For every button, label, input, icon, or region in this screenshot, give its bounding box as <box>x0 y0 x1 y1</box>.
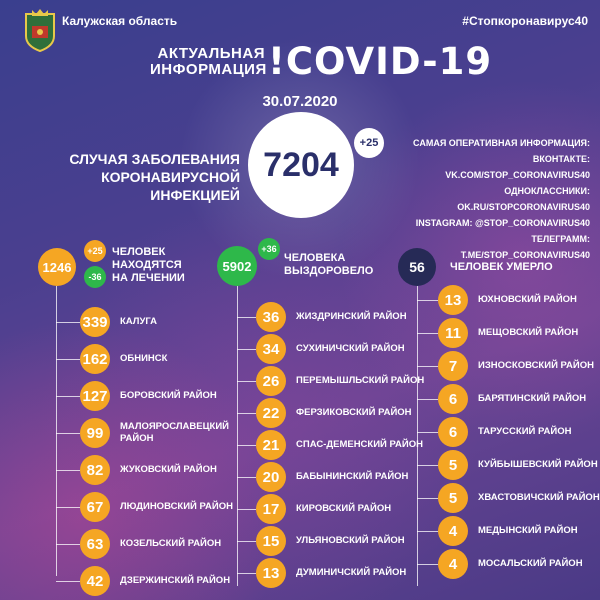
died-badge: 56 <box>398 248 436 286</box>
district-count-badge: 82 <box>80 455 110 485</box>
district-row <box>438 516 600 548</box>
district-count-badge: 26 <box>256 366 286 396</box>
info-heading: САМАЯ ОПЕРАТИВНАЯ ИНФОРМАЦИЯ: <box>413 138 590 148</box>
district-count-badge: 5 <box>438 483 468 513</box>
district-name: ЖУКОВСКИЙ РАЙОН <box>120 464 217 475</box>
district-count-badge: 67 <box>80 492 110 522</box>
district-name: ДУМИНИЧСКИЙ РАЙОН <box>296 567 407 578</box>
district-name: КИРОВСКИЙ РАЙОН <box>296 503 392 514</box>
recovered-line-2: ВЫЗДОРОВЕЛО <box>284 265 374 277</box>
district-count-badge: 17 <box>256 494 286 524</box>
report-date: 30.07.2020 <box>262 93 338 110</box>
district-name: БАРЯТИНСКИЙ РАЙОН <box>478 393 587 404</box>
tree-tick <box>237 541 256 542</box>
coat-of-arms-icon <box>22 8 58 52</box>
district-count-badge: 4 <box>438 549 468 579</box>
cases-delta-badge: +25 <box>354 128 384 158</box>
tree-tick <box>237 413 256 414</box>
region-name: Калужская область <box>62 14 178 28</box>
district-row <box>80 418 260 450</box>
tree-tick <box>417 432 438 433</box>
in-treatment-line-3: НА ЛЕЧЕНИИ <box>112 272 185 284</box>
info-ok: ОДНОКЛАССНИКИ: OK.RU/STOPCORONAVIRUS40 <box>457 186 590 212</box>
district-count-badge: 15 <box>256 526 286 556</box>
district-name: СУХИНИЧСКИЙ РАЙОН <box>296 343 405 354</box>
district-name: СПАС-ДЕМЕНСКИЙ РАЙОН <box>296 439 423 450</box>
district-count-badge: 7 <box>438 351 468 381</box>
district-row <box>80 492 260 524</box>
recovered-line-1: ЧЕЛОВЕКА <box>284 252 346 264</box>
district-name: ИЗНОСКОВСКИЙ РАЙОН <box>478 360 594 371</box>
tree-tick <box>417 300 438 301</box>
district-row <box>80 307 260 339</box>
tree-tick <box>417 498 438 499</box>
cases-label <box>55 150 240 204</box>
district-count-badge: 13 <box>438 285 468 315</box>
district-name: ФЕРЗИКОВСКИЙ РАЙОН <box>296 407 412 418</box>
tree-line-col1 <box>56 286 57 576</box>
info-block <box>405 135 590 263</box>
district-count-badge: 99 <box>80 418 110 448</box>
district-count-badge: 5 <box>438 450 468 480</box>
district-count-badge: 13 <box>256 558 286 588</box>
tree-tick <box>56 322 80 323</box>
in-treatment-plus-badge: +25 <box>84 240 106 262</box>
district-row <box>438 318 600 350</box>
district-row <box>438 549 600 581</box>
district-row <box>256 430 426 462</box>
tree-tick <box>237 317 256 318</box>
district-name: МАЛОЯРОСЛАВЕЦКИЙ РАЙОН <box>120 421 229 444</box>
district-count-badge: 4 <box>438 516 468 546</box>
cases-label-line-2: КОРОНАВИРУСНОЙ ИНФЕКЦИЕЙ <box>101 169 240 203</box>
district-row <box>438 384 600 416</box>
district-count-badge: 20 <box>256 462 286 492</box>
recovered-plus-badge: +36 <box>258 238 280 260</box>
tree-tick <box>56 433 80 434</box>
district-name: ЮХНОВСКИЙ РАЙОН <box>478 294 577 305</box>
hashtag: #Стопкоронавирус40 <box>462 14 588 28</box>
district-row <box>256 334 426 366</box>
district-row <box>80 529 260 561</box>
district-name: МЕДЫНСКИЙ РАЙОН <box>478 525 578 536</box>
district-count-badge: 36 <box>256 302 286 332</box>
district-name: ЛЮДИНОВСКИЙ РАЙОН <box>120 501 233 512</box>
district-count-badge: 63 <box>80 529 110 559</box>
in-treatment-minus-badge: -36 <box>84 266 106 288</box>
district-row <box>80 344 260 376</box>
district-name: КАЛУГА <box>120 316 157 327</box>
in-treatment-badge: 1246 <box>38 248 76 286</box>
district-count-badge: 339 <box>80 307 110 337</box>
district-name: КУЙБЫШЕВСКИЙ РАЙОН <box>478 459 598 470</box>
tree-tick <box>417 399 438 400</box>
district-row <box>256 558 426 590</box>
page-title: !COVID-19 <box>268 40 493 83</box>
district-name: МЕЩОВСКИЙ РАЙОН <box>478 327 579 338</box>
district-row <box>438 285 600 317</box>
district-count-badge: 11 <box>438 318 468 348</box>
cases-label-line-1: СЛУЧАЯ ЗАБОЛЕВАНИЯ <box>69 151 240 167</box>
tree-tick <box>56 396 80 397</box>
actual-info-label <box>150 46 265 78</box>
district-row <box>438 417 600 449</box>
tree-tick <box>237 573 256 574</box>
district-row <box>438 450 600 482</box>
district-name: ДЗЕРЖИНСКИЙ РАЙОН <box>120 575 231 586</box>
district-count-badge: 21 <box>256 430 286 460</box>
recovered-label <box>284 252 373 278</box>
district-count-badge: 127 <box>80 381 110 411</box>
district-row <box>256 398 426 430</box>
district-row <box>256 526 426 558</box>
died-label: ЧЕЛОВЕК УМЕРЛО <box>450 261 553 273</box>
info-telegram: ТЕЛЕГРАММ: T.ME/STOP_CORONAVIRUS40 <box>460 234 590 260</box>
district-name: БОРОВСКИЙ РАЙОН <box>120 390 217 401</box>
tree-tick <box>417 465 438 466</box>
tree-tick <box>417 531 438 532</box>
district-name: ЖИЗДРИНСКИЙ РАЙОН <box>296 311 407 322</box>
district-count-badge: 22 <box>256 398 286 428</box>
district-row <box>438 351 600 383</box>
in-treatment-line-2: НАХОДЯТСЯ <box>112 259 182 271</box>
recovered-badge: 5902 <box>217 246 257 286</box>
district-count-badge: 34 <box>256 334 286 364</box>
actual-line-1: АКТУАЛЬНАЯ <box>157 45 265 62</box>
tree-tick <box>56 359 80 360</box>
total-cases-badge: 7204 <box>248 112 354 218</box>
district-row <box>80 566 260 598</box>
tree-tick <box>237 349 256 350</box>
tree-tick <box>237 477 256 478</box>
district-name: УЛЬЯНОВСКИЙ РАЙОН <box>296 535 405 546</box>
district-name: ОБНИНСК <box>120 353 168 364</box>
district-name: ПЕРЕМЫШЛЬСКИЙ РАЙОН <box>296 375 425 386</box>
tree-tick <box>56 544 80 545</box>
district-row <box>256 366 426 398</box>
tree-tick <box>56 581 80 582</box>
tree-tick <box>56 470 80 471</box>
actual-line-2: ИНФОРМАЦИЯ <box>150 61 267 78</box>
district-count-badge: 42 <box>80 566 110 596</box>
tree-tick <box>237 445 256 446</box>
tree-tick <box>56 507 80 508</box>
district-name: ХВАСТОВИЧСКИЙ РАЙОН <box>478 492 600 503</box>
district-name: МОСАЛЬСКИЙ РАЙОН <box>478 558 583 569</box>
in-treatment-label <box>112 246 185 285</box>
district-count-badge: 162 <box>80 344 110 374</box>
tree-tick <box>417 564 438 565</box>
district-name: КОЗЕЛЬСКИЙ РАЙОН <box>120 538 222 549</box>
district-count-badge: 6 <box>438 384 468 414</box>
in-treatment-line-1: ЧЕЛОВЕК <box>112 246 166 258</box>
district-count-badge: 6 <box>438 417 468 447</box>
info-instagram: INSTAGRAM: @STOP_CORONAVIRUS40 <box>415 218 590 228</box>
district-row <box>256 462 426 494</box>
district-name: ТАРУССКИЙ РАЙОН <box>478 426 572 437</box>
district-row <box>80 455 260 487</box>
district-row <box>438 483 600 515</box>
info-vk: ВКОНТАКТЕ: VK.COM/STOP_CORONAVIRUS40 <box>445 154 590 180</box>
tree-tick <box>417 333 438 334</box>
tree-tick <box>417 366 438 367</box>
district-row <box>256 302 426 334</box>
district-name: БАБЫНИНСКИЙ РАЙОН <box>296 471 409 482</box>
tree-tick <box>237 381 256 382</box>
district-row <box>256 494 426 526</box>
district-row <box>80 381 260 413</box>
tree-tick <box>237 509 256 510</box>
